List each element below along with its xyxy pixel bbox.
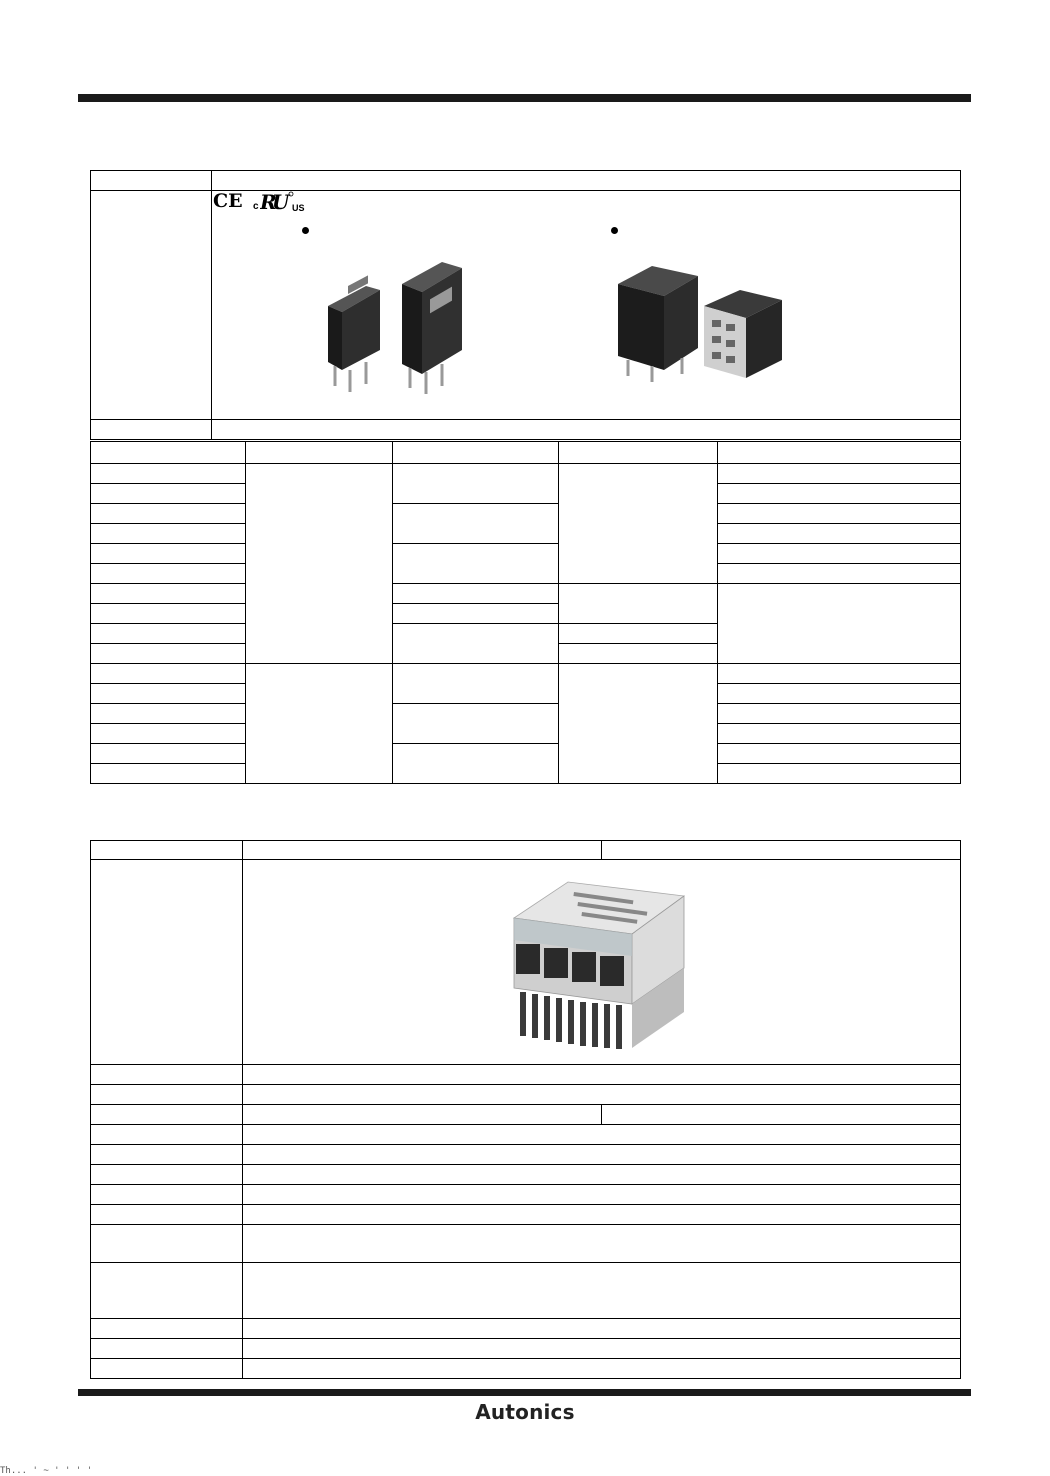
- spec-row-value: [243, 1105, 602, 1125]
- grid-cell: [718, 504, 961, 524]
- grid-cell: [718, 684, 961, 704]
- spec-row-label: [91, 1105, 243, 1125]
- grid-cell: [91, 644, 246, 664]
- spec-row-value: [243, 1319, 961, 1339]
- spec-row-label: [91, 1263, 243, 1319]
- ssr-cube-photo: [612, 262, 792, 387]
- model-grid-table: [90, 441, 961, 784]
- grid-cell: [91, 624, 246, 644]
- top-rule: [78, 94, 971, 102]
- grid-cell: [91, 504, 246, 524]
- spec-row-value: [243, 1165, 961, 1185]
- grid-cell-group-e: [559, 664, 718, 784]
- spec-row-label: [91, 1125, 243, 1145]
- ssr-slim-photo: [318, 258, 478, 398]
- spec-row-value: [243, 1225, 961, 1263]
- ul-logo: [260, 191, 294, 213]
- grid-cell: [91, 704, 246, 724]
- grid-cell: [718, 764, 961, 784]
- grid-cell: [91, 724, 246, 744]
- spec-row-label: [91, 1085, 243, 1105]
- grid-header-cell-4: [559, 442, 718, 464]
- spec-row-value: [243, 1339, 961, 1359]
- grid-cell: [559, 624, 718, 644]
- grid-cell: [718, 464, 961, 484]
- grid-cell: [91, 484, 246, 504]
- spec-row-value: [243, 1205, 961, 1225]
- table1-header-value-cell: [212, 171, 961, 191]
- spec-row-label: [91, 1165, 243, 1185]
- grid-cell: [91, 764, 246, 784]
- grid-cell: [91, 684, 246, 704]
- grid-cell: [91, 524, 246, 544]
- grid-cell: [393, 544, 559, 584]
- grid-cell: [718, 704, 961, 724]
- grid-header-cell-2: [246, 442, 393, 464]
- grid-cell: [91, 464, 246, 484]
- grid-cell: [91, 584, 246, 604]
- svg-text:R: R: [260, 191, 277, 213]
- grid-cell-group-a: [246, 464, 393, 664]
- brand-logo: Autonics: [475, 1400, 575, 1424]
- table1-footer-label-cell: [91, 420, 212, 440]
- spec-header-label: [91, 841, 243, 860]
- spec-row-label: [91, 1205, 243, 1225]
- ce-mark: CE: [213, 190, 243, 212]
- spec-photo-label: [91, 860, 243, 1065]
- grid-cell: [393, 604, 559, 624]
- grid-cell: [91, 544, 246, 564]
- spec-row-value: [602, 1105, 961, 1125]
- ssr-heatsink-photo: [498, 872, 698, 1054]
- grid-cell: [91, 564, 246, 584]
- grid-cell: [393, 624, 559, 664]
- grid-cell: [718, 664, 961, 684]
- spec-row-label: [91, 1339, 243, 1359]
- spec-row-label: [91, 1319, 243, 1339]
- grid-cell-group-b: [559, 464, 718, 584]
- spec-row-value: [243, 1145, 961, 1165]
- grid-header-cell-5: [718, 442, 961, 464]
- grid-cell: [393, 504, 559, 544]
- bottom-rule: [78, 1389, 971, 1396]
- spec-header-col-1: [243, 841, 602, 860]
- spec-row-label: [91, 1185, 243, 1205]
- grid-cell: [718, 544, 961, 564]
- grid-cell: [393, 744, 559, 784]
- table1-header-label-cell: [91, 171, 212, 191]
- spec-row-value: [243, 1085, 961, 1105]
- spec-row-value: [243, 1185, 961, 1205]
- spec-row-value: [243, 1263, 961, 1319]
- ul-c-mark: c: [253, 201, 259, 212]
- bullet-right: [611, 227, 618, 234]
- svg-text:U: U: [272, 191, 290, 213]
- grid-cell: [91, 604, 246, 624]
- spec-header-col-2: [602, 841, 961, 860]
- grid-cell: [91, 664, 246, 684]
- spec-row-label: [91, 1145, 243, 1165]
- grid-cell: [91, 744, 246, 764]
- grid-cell: [393, 464, 559, 504]
- grid-cell: [393, 584, 559, 604]
- spec-row-label: [91, 1065, 243, 1085]
- grid-cell-group-d: [246, 664, 393, 784]
- spec-row-value: [243, 1125, 961, 1145]
- grid-cell: [393, 704, 559, 744]
- footer-cut-text: Th... ' ~ ' ' ' ': [0, 1466, 93, 1476]
- spec-row-label: [91, 1225, 243, 1263]
- grid-cell: [393, 664, 559, 704]
- grid-cell: [718, 524, 961, 544]
- grid-cell: [718, 744, 961, 764]
- spec-row-value: [243, 1065, 961, 1085]
- grid-cell: [718, 564, 961, 584]
- spec-row-value: [243, 1359, 961, 1379]
- grid-header-cell-3: [393, 442, 559, 464]
- grid-cell: [559, 644, 718, 664]
- ul-us-mark: US: [292, 203, 305, 213]
- table1-footer-value-cell: [212, 420, 961, 440]
- bullet-left: [302, 227, 309, 234]
- grid-cell-group-c: [718, 584, 961, 664]
- grid-cell: [718, 724, 961, 744]
- grid-header-cell-1: [91, 442, 246, 464]
- grid-cell: [559, 584, 718, 624]
- spec-row-label: [91, 1359, 243, 1379]
- grid-cell: [718, 484, 961, 504]
- table1-photo-label-cell: [91, 191, 212, 420]
